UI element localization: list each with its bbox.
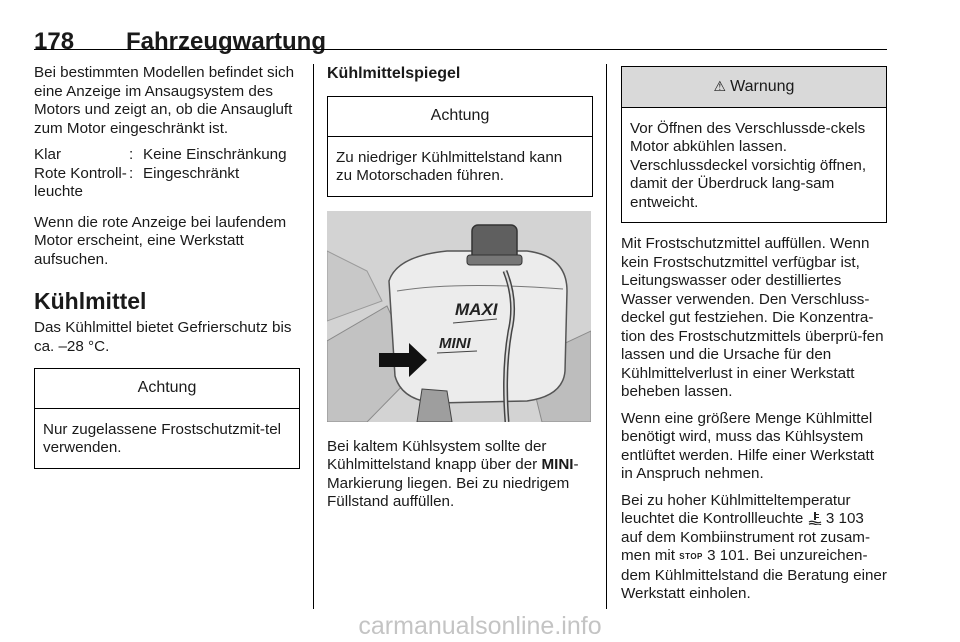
definition-separator: :: [129, 146, 134, 163]
warning-triangle-icon: ⚠: [713, 78, 727, 94]
caution-text: Zu niedriger Kühlmittelstand kann zu Motorschaden führen.: [336, 148, 563, 184]
definition-value: Keine Einschränkung: [143, 146, 287, 163]
warning-box: [621, 66, 887, 223]
intro-paragraph: Bei bestimmten Modellen befindet sich eine Anzeige im Ansaugsystem des Motors und zeigt an, ob die Ansaugluft zum Motor eingeschränkt ist.: [34, 64, 295, 137]
max-mark-label: MAXI: [455, 299, 498, 319]
coolant-intro-paragraph: Das Kühlmittel bietet Gefrierschutz bis ca. –28 °C.: [34, 319, 292, 355]
page-reference: 3 103: [825, 510, 864, 527]
column-divider-1: [313, 64, 314, 609]
coolant-level-paragraph: [327, 438, 593, 512]
warning-header: [622, 67, 886, 108]
caution-title: Achtung: [328, 97, 592, 137]
reservoir-drawing: [327, 211, 591, 422]
caution-title: Achtung: [35, 369, 299, 409]
warning-text: Vor Öffnen des Verschlussde-ckels Motor abkühlen lassen. Verschlussdeckel vorsichtig öffnen, damit der Überdruck lang-sam entweicht.: [630, 119, 867, 211]
definition-separator: :: [129, 164, 134, 182]
coolant-level-text: Bei kaltem Kühlsystem sollte der Kühlmittelstand knapp über der: [327, 437, 547, 473]
definition-term: Klar: [34, 146, 62, 163]
coolant-level-text-end: -Markierung liegen. Bei zu niedrigem Füllstand auffüllen.: [327, 456, 579, 510]
warning-title: Warnung: [730, 78, 795, 95]
bleeding-paragraph: Wenn eine größere Menge Kühlmittel benötigt wird, muss das Kühlsystem entlüftet werden. Hilfe einer Werkstatt in Anspruch nehmen.: [621, 409, 874, 482]
red-indicator-paragraph: Wenn die rote Anzeige bei laufendem Motor erscheint, eine Werkstatt aufsuchen.: [34, 213, 287, 268]
definition-list: [34, 146, 300, 202]
temperature-text-3: . Bei unzureichen-dem Kühlmittelstand die Beratung einer Werkstatt einholen.: [621, 547, 887, 602]
subheading-coolant-level: Kühlmittelspiegel: [327, 65, 461, 82]
temperature-text: Bei zu hoher Kühlmitteltemperatur leuchtet die Kontrollleuchte: [621, 491, 851, 527]
refill-paragraph: Mit Frostschutzmittel auffüllen. Wenn kein Frostschutzmittel verfügbar ist, Leitungswasser oder destilliertes Wasser verwenden. Den Verschluss-deckel gut festziehen. Die Konzentra-tion des Frostschutzmittels überprü-fen lassen und die Ursache für den Kühlmittelverlust in einer Werkstatt beheben lassen.: [621, 235, 884, 400]
definition-value: Eingeschränkt: [143, 164, 240, 182]
coolant-temperature-icon: [808, 510, 822, 527]
definition-term: Rote Kontroll-leuchte: [34, 164, 127, 200]
caution-box-level: [327, 96, 593, 197]
min-mark-bold: MINI: [541, 456, 574, 473]
column-2: [327, 64, 593, 520]
min-mark-label: MINI: [439, 334, 471, 352]
page-reference: 3 101: [707, 547, 746, 564]
coolant-reservoir-illustration: [327, 211, 591, 422]
watermark: carmanualsonline.info: [358, 612, 602, 640]
section-heading-coolant: Kühlmittel: [34, 288, 147, 314]
temperature-text-2: auf dem Kombiinstrument rot zusam-men mit: [621, 528, 870, 564]
caution-text: Nur zugelassene Frostschutzmit-tel verwenden.: [43, 420, 282, 456]
column-divider-2: [606, 64, 607, 609]
page-title: Fahrzeugwartung: [126, 28, 327, 55]
page-header: [34, 28, 326, 56]
header-rule: [34, 49, 887, 50]
stop-icon: STOP: [679, 552, 703, 561]
caution-box: [34, 368, 300, 469]
page-number: 178: [34, 28, 75, 55]
column-1: [34, 64, 300, 481]
column-3: [621, 64, 887, 612]
temperature-paragraph: [621, 492, 887, 604]
